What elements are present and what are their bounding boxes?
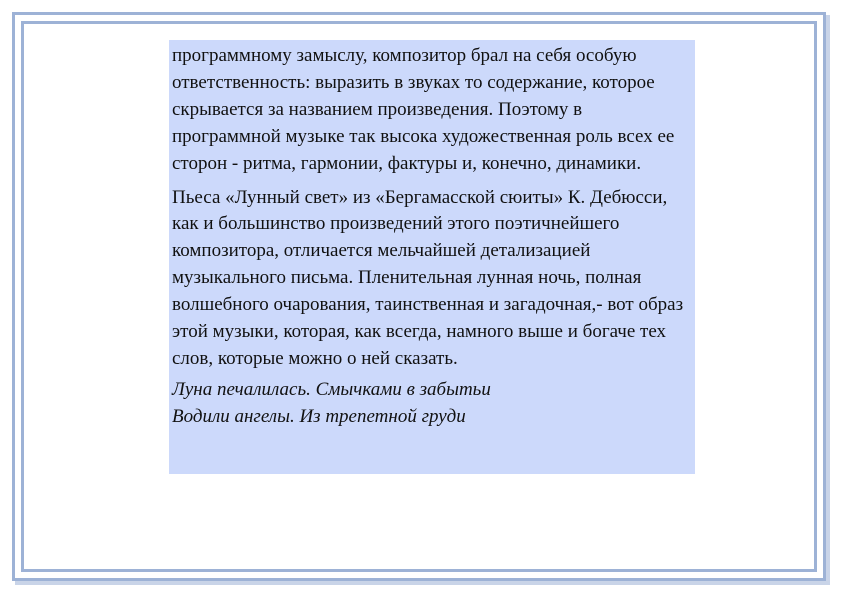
text-block xyxy=(169,40,695,474)
verse-line-1: Луна печалилась. Смычками в забытьи xyxy=(172,378,491,400)
frame-shadow-bottom xyxy=(15,581,830,585)
paragraph-moonlight: Пьеса «Лунный свет» из «Бергамасской сюиты» К. Дебюсси, как и большинство произведений этого поэтичнейшего композитора, отличается мельчайшей детализацией музыкального письма. Пленительная лунная ночь, полная волшебного очарования, таинственная и загадочная,- вот образ этой музыки, которая, как всегда, намного выше и богаче тех слов, которые можно о ней сказать. xyxy=(172,186,684,369)
verse-line-2: Водили ангелы. Из трепетной груди xyxy=(172,405,466,427)
frame-shadow-right xyxy=(826,15,830,584)
paragraph-program-music: программному замыслу, композитор брал на себя особую ответственность: выразить в звуках то содержание, которое скрывается за названием произведения. Поэтому в программной музыке так высока художественная роль всех ее сторон - ритма, гармонии, фактуры и, конечно, динамики. xyxy=(172,45,675,174)
verse-quote xyxy=(172,377,691,431)
